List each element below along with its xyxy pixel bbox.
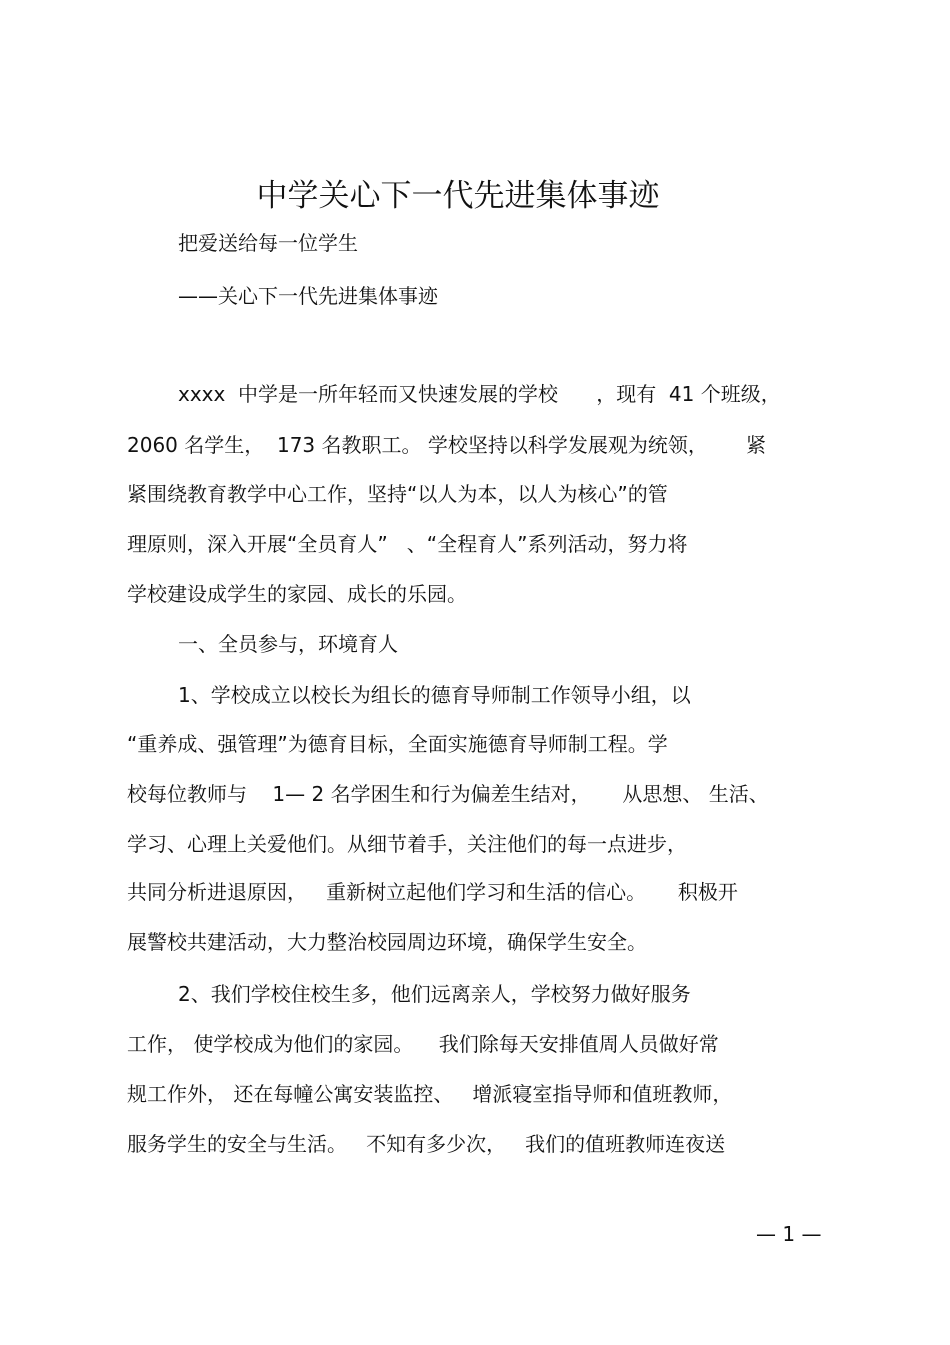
paragraph-line: xxxx 中学是一所年轻而又快速发展的学校 ，现有 41 个班级， — [178, 382, 781, 406]
paragraph-line: 校每位教师与 1— 2 名学困生和行为偏差生结对， 从思想、 生活、 — [127, 782, 769, 806]
section-heading: 一、全员参与，环境育人 — [178, 632, 398, 656]
document-subtitle: 把爱送给每一位学生 — [178, 231, 358, 255]
paragraph-line: 服务学生的安全与生活。 不知有多少次， 我们的值班教师连夜送 — [127, 1132, 726, 1156]
paragraph-line: 2060 名学生， 173 名教职工。 学校坚持以科学发展观为统领， 紧 — [127, 433, 767, 457]
document-subtitle-secondary: ——关心下一代先进集体事迹 — [178, 284, 438, 308]
paragraph-line: “重养成、强管理”为德育目标，全面实施德育导师制工程。学 — [127, 732, 668, 756]
paragraph-line: 学校建设成学生的家园、成长的乐园。 — [127, 582, 467, 606]
paragraph-line: 规工作外， 还在每幢公寓安装监控、 增派寝室指导师和值班教师， — [127, 1082, 733, 1106]
paragraph-line: 紧围绕教育教学中心工作，坚持“以人为本，以人为核心”的管 — [127, 482, 668, 506]
paragraph-line: 2、我们学校住校生多，他们远离亲人，学校努力做好服务 — [178, 982, 691, 1006]
paragraph-line: 理原则，深入开展“全员育人” 、“全程育人”系列活动，努力将 — [127, 532, 688, 556]
paragraph-line: 工作， 使学校成为他们的家园。 我们除每天安排值周人员做好常 — [127, 1032, 719, 1056]
paragraph-line: 展警校共建活动，大力整治校园周边环境，确保学生安全。 — [127, 930, 647, 954]
page-number: — 1 — — [756, 1222, 822, 1246]
paragraph-line: 共同分析进退原因， 重新树立起他们学习和生活的信心。 积极开 — [127, 880, 738, 904]
paragraph-line: 学习、心理上关爱他们。从细节着手，关注他们的每一点进步， — [127, 832, 687, 856]
document-title: 中学关心下一代先进集体事迹 — [256, 178, 660, 214]
paragraph-line: 1、学校成立以校长为组长的德育导师制工作领导小组，以 — [178, 683, 691, 707]
